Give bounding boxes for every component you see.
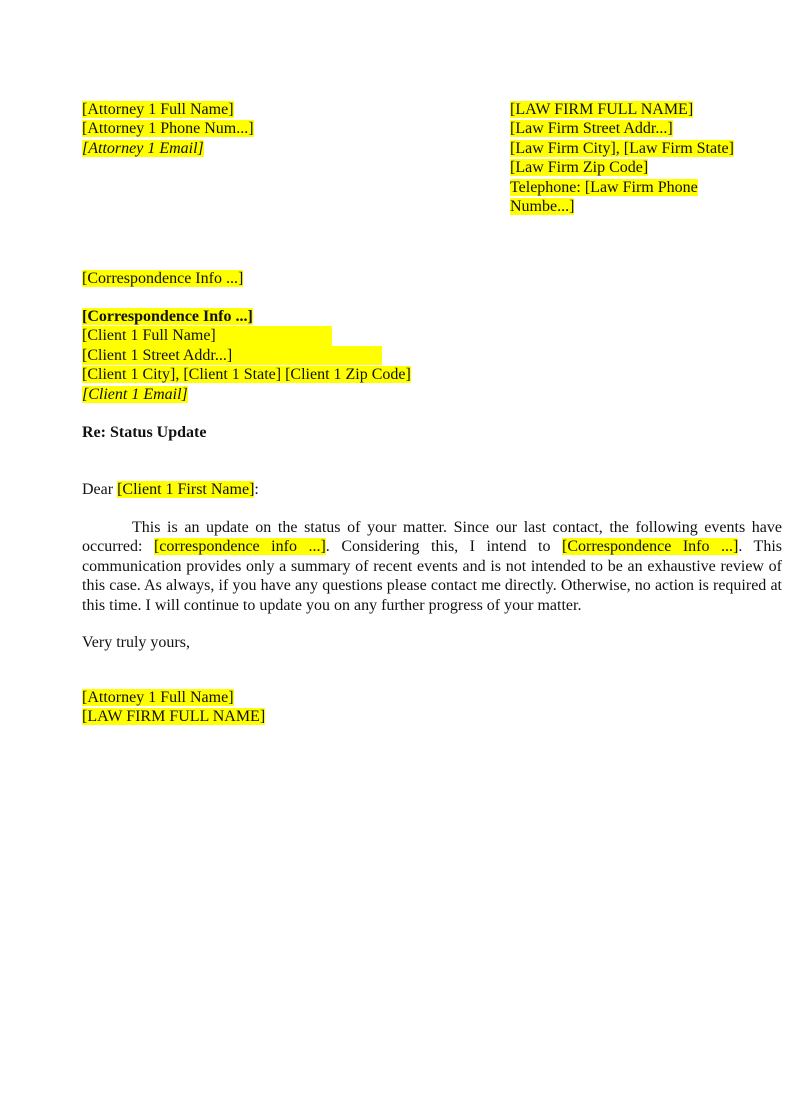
signature-attorney-name-field[interactable]: [Attorney 1 Full Name] — [82, 689, 234, 706]
attorney-email-field[interactable]: [Attorney 1 Email] — [82, 139, 204, 157]
law-firm-telephone-field-cont[interactable]: Numbe...] — [510, 198, 575, 216]
attorney-block — [82, 100, 254, 158]
law-firm-street-field[interactable]: [Law Firm Street Addr...] — [510, 120, 673, 138]
salutation-prefix: Dear — [82, 481, 118, 498]
client-first-name-field[interactable]: [Client 1 First Name] — [117, 481, 255, 498]
recipient-correspondence-field[interactable]: [Correspondence Info ...] — [82, 308, 253, 325]
closing: Very truly yours, — [82, 634, 190, 651]
law-firm-city-state-field[interactable]: [Law Firm City], [Law Firm State] — [510, 139, 734, 157]
correspondence-info-line — [82, 269, 243, 288]
salutation-suffix: : — [254, 481, 259, 498]
correspondence-info-field[interactable]: [Correspondence Info ...] — [82, 270, 244, 287]
body-text-3: . This communication provides only a summary of recent events and is not intended to be an exhaustive review of this case. As always, if you have any questions please contact me directly. Otherwise, no action is required at this time. I will continue to update you on any further progress of your matter. — [82, 538, 783, 614]
client-email-field[interactable]: [Client 1 Email] — [82, 385, 188, 403]
salutation — [82, 480, 259, 499]
law-firm-block — [510, 100, 734, 216]
body-correspondence-field-2[interactable]: [Correspondence Info ...] — [562, 538, 739, 556]
subject-line: Re: Status Update — [82, 424, 207, 441]
body-paragraph — [82, 518, 782, 615]
client-city-state-zip-field[interactable]: [Client 1 City], [Client 1 State] [Client 1 Zip Code] — [82, 366, 411, 384]
body-text-2: . Considering this, I intend to — [325, 538, 563, 556]
client-name-field[interactable]: [Client 1 Full Name] — [82, 326, 332, 345]
attorney-phone-field[interactable]: [Attorney 1 Phone Num...] — [82, 120, 254, 138]
signature-law-firm-field[interactable]: [LAW FIRM FULL NAME] — [82, 708, 266, 726]
body-text-1: This is an update on the status of your matter. Since our last contact, the following events have occurred: — [82, 519, 782, 556]
law-firm-name-field[interactable]: [LAW FIRM FULL NAME] — [510, 101, 694, 118]
recipient-block — [82, 307, 411, 404]
client-street-field[interactable]: [Client 1 Street Addr...] — [82, 346, 382, 365]
signature-block — [82, 688, 265, 727]
law-firm-zip-field[interactable]: [Law Firm Zip Code] — [510, 159, 649, 177]
law-firm-telephone-field[interactable]: Telephone: [Law Firm Phone — [510, 178, 698, 196]
body-correspondence-field-1[interactable]: [correspondence info ...] — [153, 538, 326, 556]
attorney-name-field[interactable]: [Attorney 1 Full Name] — [82, 101, 234, 118]
